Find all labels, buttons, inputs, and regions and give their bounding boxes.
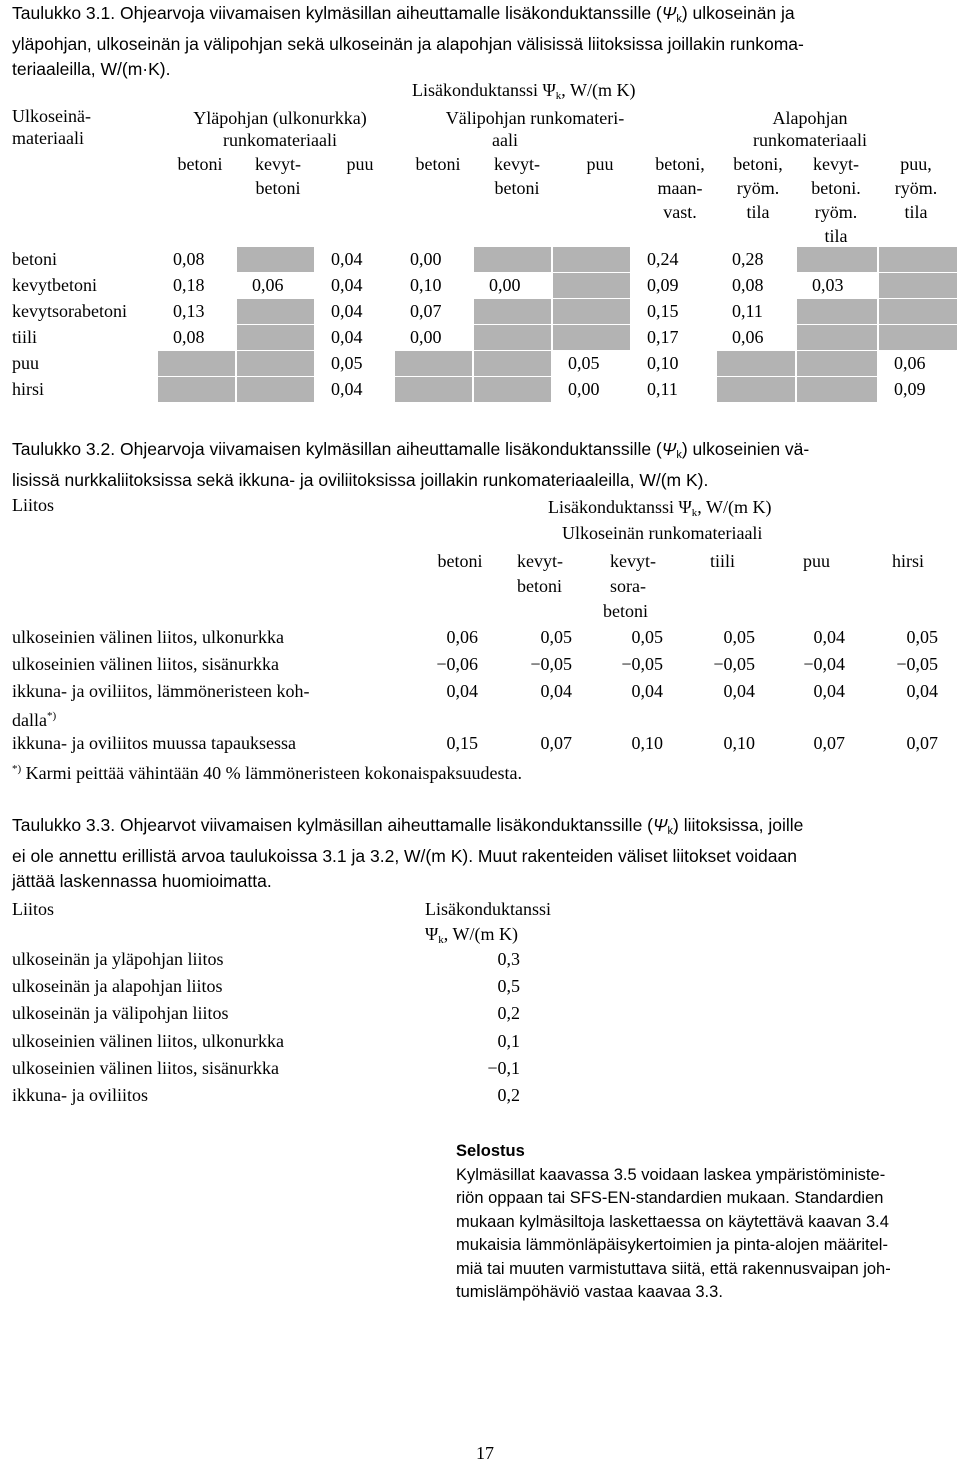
subhead: ryöm. bbox=[894, 178, 938, 198]
table-cell: 0,00 bbox=[410, 327, 442, 347]
subhead: maan- bbox=[657, 178, 703, 198]
caption-line: teriaaleilla, W/(m·K). bbox=[12, 59, 171, 79]
shaded-cell bbox=[797, 377, 877, 402]
subhead: betoni, bbox=[733, 154, 783, 174]
table-cell: 0,05 bbox=[723, 627, 755, 647]
table-cell: 0,00 bbox=[410, 249, 442, 269]
subhead: tila bbox=[904, 202, 928, 222]
table1-caption bbox=[12, 1, 952, 82]
caption-line: yläpohjan, ulkoseinän ja välipohjan sekä ulkoseinän ja alapohjan välisissä liitoksissa joillakin runkoma- bbox=[12, 34, 804, 54]
footnote-mark: *) bbox=[46, 710, 57, 722]
table-cell: 0,08 bbox=[173, 249, 205, 269]
subhead: ryöm. bbox=[814, 202, 858, 222]
psi-symbol: Ψ bbox=[653, 815, 668, 835]
table-cell: 0,04 bbox=[813, 681, 845, 701]
table-cell: 0,07 bbox=[906, 733, 938, 753]
subscript-k: k bbox=[691, 507, 698, 519]
subhead: betoni bbox=[177, 154, 223, 174]
table-cell: 0,06 bbox=[894, 353, 926, 373]
table-cell: 0,11 bbox=[647, 379, 678, 399]
col-kevytsorabetoni: kevyt- bbox=[610, 551, 656, 571]
col-kevytbetoni: betoni bbox=[517, 576, 562, 596]
table-cell: 0,09 bbox=[647, 275, 679, 295]
selostus-title: Selostus bbox=[456, 1142, 525, 1160]
subhead: betoni bbox=[415, 154, 461, 174]
caption-line: jättää laskennassa huomioimatta. bbox=[12, 871, 272, 891]
footnote-mark: *) bbox=[12, 763, 22, 775]
shaded-cell bbox=[158, 377, 235, 402]
table-cell: 0,10 bbox=[410, 275, 442, 295]
table-cell: 0,05 bbox=[540, 627, 572, 647]
subscript-k: k bbox=[438, 934, 444, 946]
row-label: ulkoseinän ja välipohjan liitos bbox=[12, 1003, 229, 1024]
row-label: hirsi bbox=[12, 379, 45, 399]
selostus-line: mukaisia lämmönläpäisykertoimien ja pinta-alojen määritel- bbox=[456, 1236, 888, 1254]
footnote-text: Karmi peittää vähintään 40 % lämmöneristeen kokonaispaksuudesta. bbox=[25, 763, 523, 783]
selostus-line: mukaan kylmäsiltoja laskettaessa on käytettävä kaavan 3.4 bbox=[456, 1212, 889, 1231]
header-text: , W/(m K) bbox=[697, 497, 772, 517]
table-cell: 0,06 bbox=[446, 627, 478, 647]
col-tiili: tiili bbox=[710, 551, 736, 571]
shaded-cell bbox=[553, 273, 630, 298]
col-kevytsorabetoni: sora- bbox=[610, 576, 646, 596]
table-cell: 0,05 bbox=[906, 627, 938, 647]
row-label: ikkuna- ja oviliitos bbox=[12, 1085, 148, 1105]
table-cell: 0,04 bbox=[331, 301, 363, 321]
shaded-cell bbox=[879, 247, 957, 272]
table-cell: 0,04 bbox=[723, 681, 755, 701]
selostus-text bbox=[456, 1164, 956, 1305]
table1-body bbox=[0, 247, 960, 407]
shaded-cell bbox=[553, 299, 630, 324]
table-cell: −0,1 bbox=[487, 1057, 520, 1078]
row-label: ikkuna- ja oviliitos, lämmöneristeen koh- bbox=[12, 681, 310, 701]
table-3-3 bbox=[0, 895, 960, 1115]
shaded-cell bbox=[717, 377, 795, 402]
col-kevytsorabetoni: betoni bbox=[603, 601, 648, 621]
table-cell: 0,17 bbox=[647, 327, 679, 347]
table-cell: 0,11 bbox=[732, 301, 763, 321]
page-number: 17 bbox=[476, 1443, 494, 1463]
table-cell: 0,05 bbox=[631, 627, 663, 647]
shaded-cell bbox=[797, 299, 877, 324]
row-label: ulkoseinien välinen liitos, sisänurkka bbox=[12, 1057, 279, 1078]
table-cell: 0,08 bbox=[732, 275, 764, 295]
shaded-cell bbox=[395, 351, 472, 376]
col-puu: puu bbox=[803, 551, 830, 571]
group-valipohja: aali bbox=[492, 130, 518, 150]
shaded-cell bbox=[553, 247, 630, 272]
shaded-cell bbox=[797, 247, 877, 272]
shaded-cell bbox=[474, 247, 551, 272]
shaded-cell bbox=[717, 351, 795, 376]
shaded-cell bbox=[797, 325, 877, 350]
header-text: , W/(m K) bbox=[561, 80, 636, 100]
shaded-cell bbox=[237, 377, 314, 402]
row-label-text: dalla bbox=[12, 710, 47, 730]
table-cell: 0,00 bbox=[568, 379, 600, 399]
table-cell: 0,10 bbox=[647, 353, 679, 373]
shaded-cell bbox=[474, 377, 551, 402]
table-cell: 0,04 bbox=[331, 379, 363, 399]
table-cell: −0,04 bbox=[803, 654, 845, 674]
caption-text: Taulukko 3.2. Ohjearvoja viivamaisen kylmäsillan aiheuttamalle lisäkonduktanssille ( bbox=[12, 439, 662, 459]
caption-text: ) ulkoseinien vä- bbox=[681, 439, 810, 459]
table-cell: 0,5 bbox=[497, 976, 520, 997]
col-liitos: Liitos bbox=[12, 899, 55, 919]
col-value-header: Lisäkonduktanssi bbox=[425, 899, 551, 919]
selostus-line: Kylmäsillat kaavassa 3.5 voidaan laskea ympäristöministe- bbox=[456, 1165, 886, 1184]
table-cell: −0,05 bbox=[896, 654, 938, 674]
shaded-cell bbox=[158, 351, 235, 376]
subscript-k: k bbox=[667, 825, 674, 837]
table-3-1 bbox=[0, 75, 960, 415]
psi-symbol: Ψ bbox=[425, 924, 439, 944]
table2-caption bbox=[12, 437, 957, 493]
table-cell: 0,13 bbox=[173, 301, 205, 321]
table-cell: 0,04 bbox=[331, 249, 363, 269]
table1-top-header bbox=[412, 78, 712, 108]
table2-subheader: Ulkoseinän runkomateriaali bbox=[562, 523, 763, 543]
table-cell: 0,06 bbox=[732, 327, 764, 347]
caption-text: Taulukko 3.1. Ohjearvoja viivamaisen kylmäsillan aiheuttamalle lisäkonduktanssille ( bbox=[12, 3, 662, 23]
table-cell: −0,05 bbox=[713, 654, 755, 674]
table-cell: 0,08 bbox=[173, 327, 205, 347]
table-cell: 0,1 bbox=[497, 1030, 520, 1051]
col-hirsi: hirsi bbox=[892, 551, 925, 571]
subhead: puu bbox=[346, 154, 374, 174]
row-label: ulkoseinän ja alapohjan liitos bbox=[12, 976, 223, 997]
psi-symbol: Ψ bbox=[661, 439, 677, 459]
shaded-cell bbox=[474, 351, 551, 376]
table-3-2 bbox=[0, 493, 960, 793]
row-label: kevytbetoni bbox=[12, 275, 97, 295]
selostus-line: miä tai muuten varmistuttava siitä, että rakennusvaipan joh- bbox=[456, 1259, 891, 1278]
row-label-cont bbox=[12, 704, 56, 733]
psi-symbol: Ψ bbox=[661, 3, 677, 23]
selostus-line: tumislämpöhäviö vastaa kaavaa 3.3. bbox=[456, 1283, 723, 1301]
row-header-label: Ulkoseinä- bbox=[12, 106, 91, 126]
row-label: ulkoseinien välinen liitos, sisänurkka bbox=[12, 654, 279, 674]
subscript-k: k bbox=[555, 90, 562, 102]
table-cell: 0,2 bbox=[497, 1003, 520, 1024]
shaded-cell bbox=[237, 325, 314, 350]
subhead: betoni bbox=[255, 178, 301, 198]
row-label: ulkoseinien välinen liitos, ulkonurkka bbox=[12, 627, 284, 647]
table-cell: 0,10 bbox=[631, 733, 663, 753]
group-yalapohja: runkomateriaali bbox=[223, 130, 337, 150]
row-label: ulkoseinien välinen liitos, ulkonurkka bbox=[12, 1030, 284, 1051]
table-cell: −0,05 bbox=[530, 654, 572, 674]
shaded-cell bbox=[879, 325, 957, 350]
table-cell: 0,04 bbox=[906, 681, 938, 701]
shaded-cell bbox=[797, 351, 877, 376]
subhead: tila bbox=[824, 226, 848, 246]
subscript-k: k bbox=[676, 13, 682, 25]
row-label: ulkoseinän ja yläpohjan liitos bbox=[12, 949, 224, 969]
subhead: betoni. bbox=[811, 178, 861, 198]
table-cell: 0,3 bbox=[497, 949, 520, 969]
table-cell: 0,07 bbox=[540, 733, 572, 753]
table-cell: 0,04 bbox=[331, 327, 363, 347]
table-cell: 0,18 bbox=[173, 275, 205, 295]
table2-footnote bbox=[12, 757, 522, 786]
caption-line: lisissä nurkkaliitoksissa sekä ikkuna- ja oviliitoksissa joillakin runkomateriaaleilla, W/(m K). bbox=[12, 470, 709, 490]
row-label: tiili bbox=[12, 327, 38, 347]
row-label: puu bbox=[12, 353, 39, 373]
table-cell: 0,05 bbox=[568, 353, 600, 373]
row-label: ikkuna- ja oviliitos muussa tapauksessa bbox=[12, 733, 296, 753]
table-cell: 0,28 bbox=[732, 249, 764, 269]
shaded-cell bbox=[237, 247, 314, 272]
header-text: Lisäkonduktanssi Ψ bbox=[548, 497, 692, 517]
caption-text: Taulukko 3.3. Ohjearvot viivamaisen kylmäsillan aiheuttamalle lisäkonduktanssille ( bbox=[12, 815, 653, 835]
table-cell: −0,05 bbox=[621, 654, 663, 674]
shaded-cell bbox=[474, 299, 551, 324]
table-cell: 0,04 bbox=[446, 681, 478, 701]
table-cell: 0,15 bbox=[647, 301, 679, 321]
selostus-box bbox=[456, 1140, 956, 1305]
table-cell: 0,04 bbox=[631, 681, 663, 701]
row-label: betoni bbox=[12, 249, 57, 269]
group-valipohja: Välipohjan runkomateri- bbox=[445, 108, 625, 128]
shaded-cell bbox=[553, 325, 630, 350]
table-cell: 0,07 bbox=[410, 301, 442, 321]
table-cell: 0,24 bbox=[647, 249, 679, 269]
caption-line: ei ole annettu erillistä arvoa taulukoissa 3.1 ja 3.2, W/(m K). Muut rakenteiden väliset liitokset voidaan bbox=[12, 846, 797, 866]
shaded-cell bbox=[237, 299, 314, 324]
shaded-cell bbox=[474, 325, 551, 350]
shaded-cell bbox=[237, 351, 314, 376]
shaded-cell bbox=[879, 299, 957, 324]
table-cell: 0,04 bbox=[331, 275, 363, 295]
shaded-cell bbox=[395, 377, 472, 402]
group-alapohja: runkomateriaali bbox=[753, 130, 867, 150]
caption-text: ) liitoksissa, joille bbox=[673, 815, 804, 835]
group-alapohja: Alapohjan bbox=[772, 108, 848, 128]
subhead: betoni, bbox=[655, 154, 705, 174]
group-yalapohja: Yläpohjan (ulkonurkka) bbox=[193, 108, 367, 128]
table-cell: 0,05 bbox=[331, 353, 363, 373]
table-cell: 0,09 bbox=[894, 379, 926, 399]
subhead: ryöm. bbox=[736, 178, 780, 198]
table-cell: −0,06 bbox=[436, 654, 478, 674]
table-cell: 0,07 bbox=[813, 733, 845, 753]
table3-caption bbox=[12, 813, 957, 894]
table-cell: 0,10 bbox=[723, 733, 755, 753]
shaded-cell bbox=[879, 273, 957, 298]
table-cell: 0,06 bbox=[252, 275, 284, 295]
subhead: kevyt- bbox=[255, 154, 301, 174]
subscript-k: k bbox=[676, 449, 682, 461]
row-header-label: materiaali bbox=[12, 128, 84, 148]
subhead: betoni bbox=[494, 178, 540, 198]
subhead: tila bbox=[746, 202, 770, 222]
header-text: Lisäkonduktanssi Ψ bbox=[412, 80, 556, 100]
caption-text: ) ulkoseinän ja bbox=[681, 3, 795, 23]
subhead: vast. bbox=[663, 202, 697, 222]
table-cell: 0,04 bbox=[813, 627, 845, 647]
table-cell: 0,04 bbox=[540, 681, 572, 701]
table-cell: 0,03 bbox=[812, 275, 844, 295]
row-label: kevytsorabetoni bbox=[12, 301, 127, 321]
subhead: kevyt- bbox=[813, 154, 859, 174]
table-cell: 0,15 bbox=[446, 733, 478, 753]
table-cell: 0,00 bbox=[489, 275, 521, 295]
subhead: kevyt- bbox=[494, 154, 540, 174]
table3-body bbox=[0, 947, 960, 1117]
col-liitos: Liitos bbox=[12, 495, 55, 515]
col-betoni: betoni bbox=[437, 551, 483, 571]
selostus-line: riön oppaan tai SFS-EN-standardien mukaan. Standardien bbox=[456, 1189, 884, 1207]
subhead: puu bbox=[586, 154, 614, 174]
col-kevytbetoni: kevyt- bbox=[517, 551, 563, 571]
header-text: , W/(m K) bbox=[443, 924, 518, 944]
subhead: puu, bbox=[900, 154, 932, 174]
table2-body bbox=[0, 625, 960, 765]
table-cell: 0,2 bbox=[497, 1085, 520, 1105]
